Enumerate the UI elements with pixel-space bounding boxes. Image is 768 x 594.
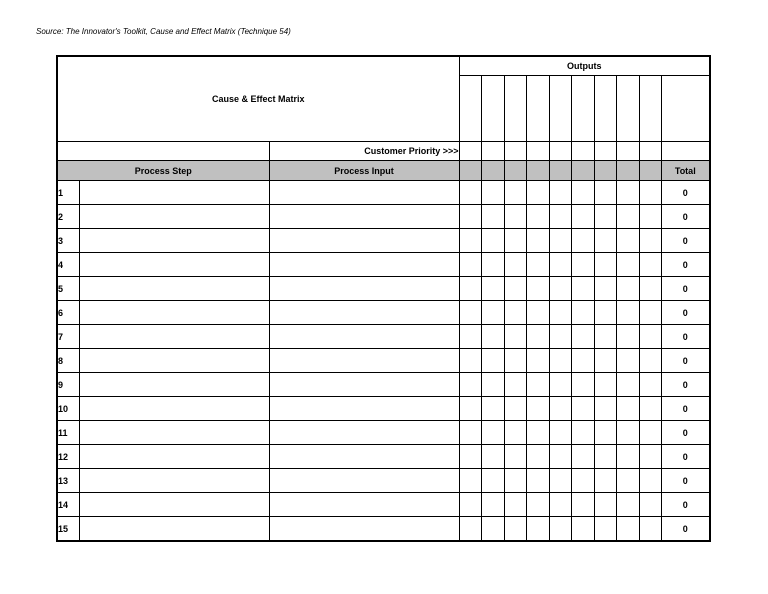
score-cell[interactable] xyxy=(549,445,571,469)
score-cell[interactable] xyxy=(549,277,571,301)
score-cell[interactable] xyxy=(616,445,639,469)
score-cell[interactable] xyxy=(594,349,616,373)
priority-cell[interactable] xyxy=(616,142,639,161)
score-cell[interactable] xyxy=(504,517,526,542)
output-header-cell xyxy=(526,161,549,181)
score-cell[interactable] xyxy=(459,517,481,542)
output-header-cell xyxy=(459,161,481,181)
score-cell[interactable] xyxy=(459,205,481,229)
row-number: 15 xyxy=(57,517,79,542)
process-step-cell[interactable] xyxy=(79,373,269,397)
score-cell[interactable] xyxy=(594,253,616,277)
score-cell[interactable] xyxy=(459,253,481,277)
score-cell[interactable] xyxy=(639,229,661,253)
process-step-header: Process Step xyxy=(57,161,269,181)
table-row xyxy=(57,445,710,469)
row-number: 12 xyxy=(57,445,79,469)
process-step-cell[interactable] xyxy=(79,349,269,373)
output-header-cell xyxy=(549,161,571,181)
output-name-cell[interactable] xyxy=(504,76,526,142)
process-step-cell[interactable] xyxy=(79,229,269,253)
priority-cell[interactable] xyxy=(549,142,571,161)
row-number: 10 xyxy=(57,397,79,421)
score-cell[interactable] xyxy=(549,373,571,397)
output-header-cell xyxy=(616,161,639,181)
table-row xyxy=(57,373,710,397)
score-cell[interactable] xyxy=(459,301,481,325)
row-total: 0 xyxy=(661,469,710,493)
score-cell[interactable] xyxy=(504,469,526,493)
score-cell[interactable] xyxy=(526,517,549,542)
score-cell[interactable] xyxy=(616,325,639,349)
score-cell[interactable] xyxy=(481,349,504,373)
score-cell[interactable] xyxy=(481,205,504,229)
score-cell[interactable] xyxy=(639,325,661,349)
table-row xyxy=(57,205,710,229)
score-cell[interactable] xyxy=(571,277,594,301)
score-cell[interactable] xyxy=(504,277,526,301)
score-cell[interactable] xyxy=(526,325,549,349)
score-cell[interactable] xyxy=(526,373,549,397)
priority-cell[interactable] xyxy=(504,142,526,161)
score-cell[interactable] xyxy=(504,253,526,277)
process-step-cell[interactable] xyxy=(79,181,269,205)
score-cell[interactable] xyxy=(481,421,504,445)
output-name-cell[interactable] xyxy=(571,76,594,142)
row-total: 0 xyxy=(661,517,710,542)
score-cell[interactable] xyxy=(481,277,504,301)
process-step-cell[interactable] xyxy=(79,277,269,301)
score-cell[interactable] xyxy=(504,325,526,349)
score-cell[interactable] xyxy=(616,229,639,253)
output-name-cell[interactable] xyxy=(481,76,504,142)
row-total: 0 xyxy=(661,181,710,205)
score-cell[interactable] xyxy=(616,517,639,542)
process-step-cell[interactable] xyxy=(79,517,269,542)
score-cell[interactable] xyxy=(639,301,661,325)
row-number: 1 xyxy=(57,181,79,205)
priority-blank xyxy=(57,142,269,161)
score-cell[interactable] xyxy=(616,493,639,517)
score-cell[interactable] xyxy=(639,469,661,493)
score-cell[interactable] xyxy=(459,277,481,301)
process-step-cell[interactable] xyxy=(79,301,269,325)
row-number: 4 xyxy=(57,253,79,277)
score-cell[interactable] xyxy=(594,397,616,421)
score-cell[interactable] xyxy=(639,205,661,229)
priority-cell[interactable] xyxy=(571,142,594,161)
score-cell[interactable] xyxy=(616,181,639,205)
output-header-cell xyxy=(504,161,526,181)
priority-cell[interactable] xyxy=(481,142,504,161)
process-step-cell[interactable] xyxy=(79,445,269,469)
priority-cell[interactable] xyxy=(639,142,661,161)
score-cell[interactable] xyxy=(639,277,661,301)
score-cell[interactable] xyxy=(459,493,481,517)
score-cell[interactable] xyxy=(459,373,481,397)
output-name-cell[interactable] xyxy=(526,76,549,142)
row-number: 5 xyxy=(57,277,79,301)
score-cell[interactable] xyxy=(526,253,549,277)
table-row xyxy=(57,469,710,493)
score-cell[interactable] xyxy=(481,517,504,542)
score-cell[interactable] xyxy=(481,229,504,253)
score-cell[interactable] xyxy=(549,493,571,517)
process-input-cell[interactable] xyxy=(269,397,459,421)
score-cell[interactable] xyxy=(571,373,594,397)
score-cell[interactable] xyxy=(459,181,481,205)
row-total: 0 xyxy=(661,421,710,445)
score-cell[interactable] xyxy=(594,373,616,397)
row-number: 7 xyxy=(57,325,79,349)
score-cell[interactable] xyxy=(594,469,616,493)
score-cell[interactable] xyxy=(481,493,504,517)
process-step-cell[interactable] xyxy=(79,469,269,493)
score-cell[interactable] xyxy=(639,181,661,205)
process-input-cell[interactable] xyxy=(269,373,459,397)
output-header-cell xyxy=(639,161,661,181)
score-cell[interactable] xyxy=(616,205,639,229)
table-row xyxy=(57,253,710,277)
score-cell[interactable] xyxy=(504,445,526,469)
score-cell[interactable] xyxy=(504,349,526,373)
score-cell[interactable] xyxy=(526,349,549,373)
output-name-cell[interactable] xyxy=(639,76,661,142)
score-cell[interactable] xyxy=(504,181,526,205)
score-cell[interactable] xyxy=(526,493,549,517)
score-cell[interactable] xyxy=(549,253,571,277)
priority-cell[interactable] xyxy=(594,142,616,161)
process-step-cell[interactable] xyxy=(79,421,269,445)
score-cell[interactable] xyxy=(594,181,616,205)
score-cell[interactable] xyxy=(504,397,526,421)
score-cell[interactable] xyxy=(549,229,571,253)
score-cell[interactable] xyxy=(639,421,661,445)
score-cell[interactable] xyxy=(459,349,481,373)
score-cell[interactable] xyxy=(504,373,526,397)
row-total: 0 xyxy=(661,493,710,517)
process-step-cell[interactable] xyxy=(79,253,269,277)
row-total: 0 xyxy=(661,349,710,373)
process-input-cell[interactable] xyxy=(269,301,459,325)
score-cell[interactable] xyxy=(571,253,594,277)
score-cell[interactable] xyxy=(594,517,616,542)
score-cell[interactable] xyxy=(639,517,661,542)
output-header-cell xyxy=(571,161,594,181)
row-number: 8 xyxy=(57,349,79,373)
score-cell[interactable] xyxy=(571,469,594,493)
table-row xyxy=(57,229,710,253)
row-total: 0 xyxy=(661,277,710,301)
row-total: 0 xyxy=(661,373,710,397)
score-cell[interactable] xyxy=(616,469,639,493)
matrix-title: Cause & Effect Matrix xyxy=(57,56,459,142)
priority-cell[interactable] xyxy=(459,142,481,161)
score-cell[interactable] xyxy=(616,253,639,277)
score-cell[interactable] xyxy=(594,277,616,301)
output-header-cell xyxy=(481,161,504,181)
score-cell[interactable] xyxy=(481,397,504,421)
outputs-header: Outputs xyxy=(459,56,710,76)
score-cell[interactable] xyxy=(459,397,481,421)
row-number: 9 xyxy=(57,373,79,397)
score-cell[interactable] xyxy=(594,493,616,517)
score-cell[interactable] xyxy=(639,445,661,469)
total-header: Total xyxy=(661,161,710,181)
score-cell[interactable] xyxy=(639,253,661,277)
row-total: 0 xyxy=(661,253,710,277)
score-cell[interactable] xyxy=(526,205,549,229)
score-cell[interactable] xyxy=(594,301,616,325)
score-cell[interactable] xyxy=(459,469,481,493)
score-cell[interactable] xyxy=(504,301,526,325)
score-cell[interactable] xyxy=(526,277,549,301)
score-cell[interactable] xyxy=(526,181,549,205)
score-cell[interactable] xyxy=(481,445,504,469)
score-cell[interactable] xyxy=(571,517,594,542)
output-name-cell[interactable] xyxy=(616,76,639,142)
score-cell[interactable] xyxy=(549,397,571,421)
table-row xyxy=(57,421,710,445)
score-cell[interactable] xyxy=(481,253,504,277)
process-input-cell[interactable] xyxy=(269,181,459,205)
priority-total-cell xyxy=(661,142,710,161)
output-name-cell[interactable] xyxy=(594,76,616,142)
score-cell[interactable] xyxy=(639,397,661,421)
table-row xyxy=(57,397,710,421)
row-total: 0 xyxy=(661,325,710,349)
score-cell[interactable] xyxy=(571,181,594,205)
process-step-cell[interactable] xyxy=(79,397,269,421)
score-cell[interactable] xyxy=(639,493,661,517)
process-input-cell[interactable] xyxy=(269,349,459,373)
score-cell[interactable] xyxy=(459,445,481,469)
score-cell[interactable] xyxy=(459,229,481,253)
score-cell[interactable] xyxy=(616,421,639,445)
score-cell[interactable] xyxy=(594,445,616,469)
process-input-cell[interactable] xyxy=(269,421,459,445)
score-cell[interactable] xyxy=(549,421,571,445)
score-cell[interactable] xyxy=(594,205,616,229)
score-cell[interactable] xyxy=(481,301,504,325)
output-name-cell[interactable] xyxy=(459,76,481,142)
score-cell[interactable] xyxy=(481,373,504,397)
total-name-cell xyxy=(661,76,710,142)
score-cell[interactable] xyxy=(549,349,571,373)
row-number: 13 xyxy=(57,469,79,493)
process-input-cell[interactable] xyxy=(269,469,459,493)
score-cell[interactable] xyxy=(616,349,639,373)
score-cell[interactable] xyxy=(616,277,639,301)
row-total: 0 xyxy=(661,229,710,253)
row-number: 11 xyxy=(57,421,79,445)
score-cell[interactable] xyxy=(571,421,594,445)
score-cell[interactable] xyxy=(549,517,571,542)
process-input-cell[interactable] xyxy=(269,253,459,277)
table-row xyxy=(57,325,710,349)
table-row xyxy=(57,517,710,542)
score-cell[interactable] xyxy=(639,349,661,373)
score-cell[interactable] xyxy=(504,421,526,445)
score-cell[interactable] xyxy=(616,301,639,325)
score-cell[interactable] xyxy=(526,229,549,253)
process-step-cell[interactable] xyxy=(79,325,269,349)
score-cell[interactable] xyxy=(526,421,549,445)
score-cell[interactable] xyxy=(594,421,616,445)
score-cell[interactable] xyxy=(616,373,639,397)
score-cell[interactable] xyxy=(549,325,571,349)
score-cell[interactable] xyxy=(481,181,504,205)
score-cell[interactable] xyxy=(616,397,639,421)
row-total: 0 xyxy=(661,301,710,325)
row-number: 2 xyxy=(57,205,79,229)
score-cell[interactable] xyxy=(571,349,594,373)
row-total: 0 xyxy=(661,205,710,229)
process-input-cell[interactable] xyxy=(269,205,459,229)
output-header-cell xyxy=(594,161,616,181)
score-cell[interactable] xyxy=(549,205,571,229)
process-input-cell[interactable] xyxy=(269,445,459,469)
score-cell[interactable] xyxy=(549,469,571,493)
process-input-cell[interactable] xyxy=(269,325,459,349)
customer-priority-label: Customer Priority >>> xyxy=(269,142,459,161)
process-input-cell[interactable] xyxy=(269,493,459,517)
row-number: 14 xyxy=(57,493,79,517)
priority-cell[interactable] xyxy=(526,142,549,161)
score-cell[interactable] xyxy=(549,181,571,205)
score-cell[interactable] xyxy=(571,493,594,517)
score-cell[interactable] xyxy=(481,469,504,493)
process-input-cell[interactable] xyxy=(269,277,459,301)
score-cell[interactable] xyxy=(459,325,481,349)
score-cell[interactable] xyxy=(459,421,481,445)
score-cell[interactable] xyxy=(571,325,594,349)
score-cell[interactable] xyxy=(481,325,504,349)
table-row xyxy=(57,493,710,517)
table-row xyxy=(57,349,710,373)
process-input-cell[interactable] xyxy=(269,517,459,542)
row-total: 0 xyxy=(661,445,710,469)
score-cell[interactable] xyxy=(571,205,594,229)
score-cell[interactable] xyxy=(571,229,594,253)
score-cell[interactable] xyxy=(504,205,526,229)
score-cell[interactable] xyxy=(571,397,594,421)
score-cell[interactable] xyxy=(594,325,616,349)
source-caption: Source: The Innovator's Toolkit, Cause and Effect Matrix (Technique 54) xyxy=(36,27,291,36)
process-input-cell[interactable] xyxy=(269,229,459,253)
table-row xyxy=(57,277,710,301)
table-row xyxy=(57,181,710,205)
score-cell[interactable] xyxy=(571,301,594,325)
score-cell[interactable] xyxy=(571,445,594,469)
row-total: 0 xyxy=(661,397,710,421)
score-cell[interactable] xyxy=(504,229,526,253)
score-cell[interactable] xyxy=(526,469,549,493)
score-cell[interactable] xyxy=(594,229,616,253)
row-number: 3 xyxy=(57,229,79,253)
output-name-cell[interactable] xyxy=(549,76,571,142)
score-cell[interactable] xyxy=(504,493,526,517)
process-input-header: Process Input xyxy=(269,161,459,181)
score-cell[interactable] xyxy=(526,445,549,469)
row-number: 6 xyxy=(57,301,79,325)
score-cell[interactable] xyxy=(549,301,571,325)
score-cell[interactable] xyxy=(639,373,661,397)
process-step-cell[interactable] xyxy=(79,205,269,229)
cause-effect-matrix xyxy=(56,55,711,542)
score-cell[interactable] xyxy=(526,397,549,421)
process-step-cell[interactable] xyxy=(79,493,269,517)
table-row xyxy=(57,301,710,325)
score-cell[interactable] xyxy=(526,301,549,325)
